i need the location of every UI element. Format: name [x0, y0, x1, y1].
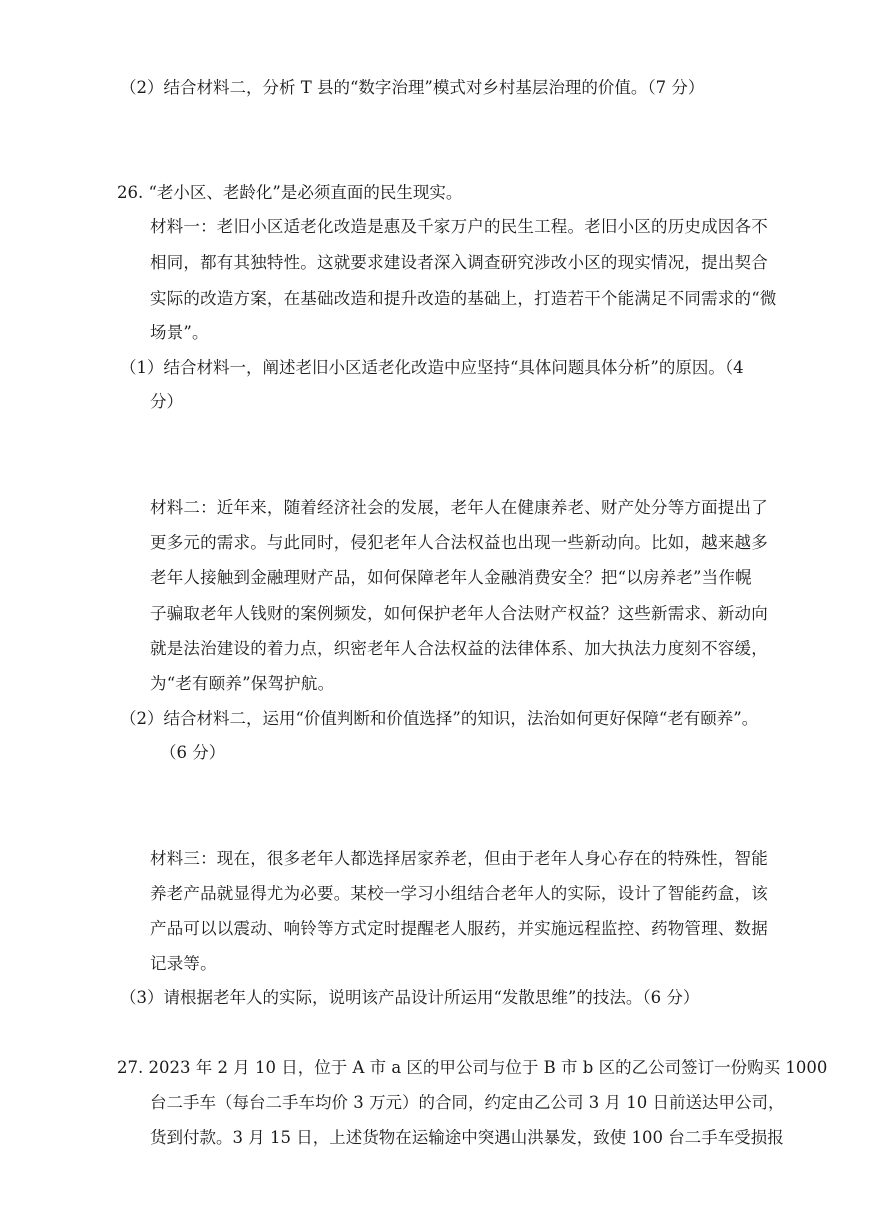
q26-part1-score: 分）	[150, 392, 183, 411]
q27-line: 27. 2023 年 2 月 10 日，位于 A 市 a 区的甲公司与位于 B 市 b 区的乙公司签订一份购买 1000	[117, 1058, 828, 1077]
q26-stem: 26. “老小区、老龄化”是必须直面的民生现实。	[117, 183, 463, 202]
q26-part3-question: （3）请根据老年人的实际，说明该产品设计所运用“发散思维”的技法。（6 分）	[120, 988, 700, 1007]
material1-line: 材料一：老旧小区适老化改造是惠及千家万户的民生工程。老旧小区的历史成因各不	[150, 217, 768, 236]
material3-line: 材料三：现在，很多老年人都选择居家养老，但由于老年人身心存在的特殊性，智能	[150, 849, 768, 868]
material3-line: 养老产品就显得尤为必要。某校一学习小组结合老年人的实际，设计了智能药盒，该	[150, 884, 768, 903]
q27-line: 货到付款。3 月 15 日，上述货物在运输途中突遇山洪暴发，致使 100 台二手车受损报	[150, 1128, 784, 1147]
material2-line: 为“老有颐养”保驾护航。	[150, 674, 335, 693]
material2-line: 就是法治建设的着力点，织密老年人合法权益的法律体系、加大执法力度刻不容缓，	[150, 639, 768, 658]
material3-line: 记录等。	[150, 954, 217, 973]
material2-line: 老年人接触到金融理财产品，如何保障老年人金融消费安全？把“以房养老”当作幌	[150, 568, 752, 587]
material2-line: 更多元的需求。与此同时，侵犯老年人合法权益也出现一些新动向。比如，越来越多	[150, 533, 768, 552]
q27-line: 台二手车（每台二手车均价 3 万元）的合同，约定由乙公司 3 月 10 日前送达甲公司，	[150, 1093, 785, 1112]
material1-line: 相同，都有其独特性。这就要求建设者深入调查研究涉改小区的现实情况，提出契合	[150, 253, 768, 272]
q26-part2-score: （6 分）	[160, 743, 226, 762]
material3-line: 产品可以以震动、响铃等方式定时提醒老人服药，并实施远程监控、药物管理、数据	[150, 919, 768, 938]
q25-part2-question: （2）结合材料二，分析 T 县的“数字治理”模式对乡村基层治理的价值。（7 分）	[120, 78, 705, 97]
material1-line: 场景”。	[150, 323, 209, 342]
material2-line: 材料二：近年来，随着经济社会的发展，老年人在健康养老、财产处分等方面提出了	[150, 498, 768, 517]
material2-line: 子骗取老年人钱财的案例频发，如何保护老年人合法财产权益？这些新需求、新动向	[150, 604, 768, 623]
q26-part2-question: （2）结合材料二，运用“价值判断和价值选择”的知识，法治如何更好保障“老有颐养”。	[120, 709, 759, 728]
q26-part1-question: （1）结合材料一，阐述老旧小区适老化改造中应坚持“具体问题具体分析”的原因。（4	[120, 358, 744, 377]
material1-line: 实际的改造方案，在基础改造和提升改造的基础上，打造若干个能满足不同需求的“微	[150, 289, 777, 308]
